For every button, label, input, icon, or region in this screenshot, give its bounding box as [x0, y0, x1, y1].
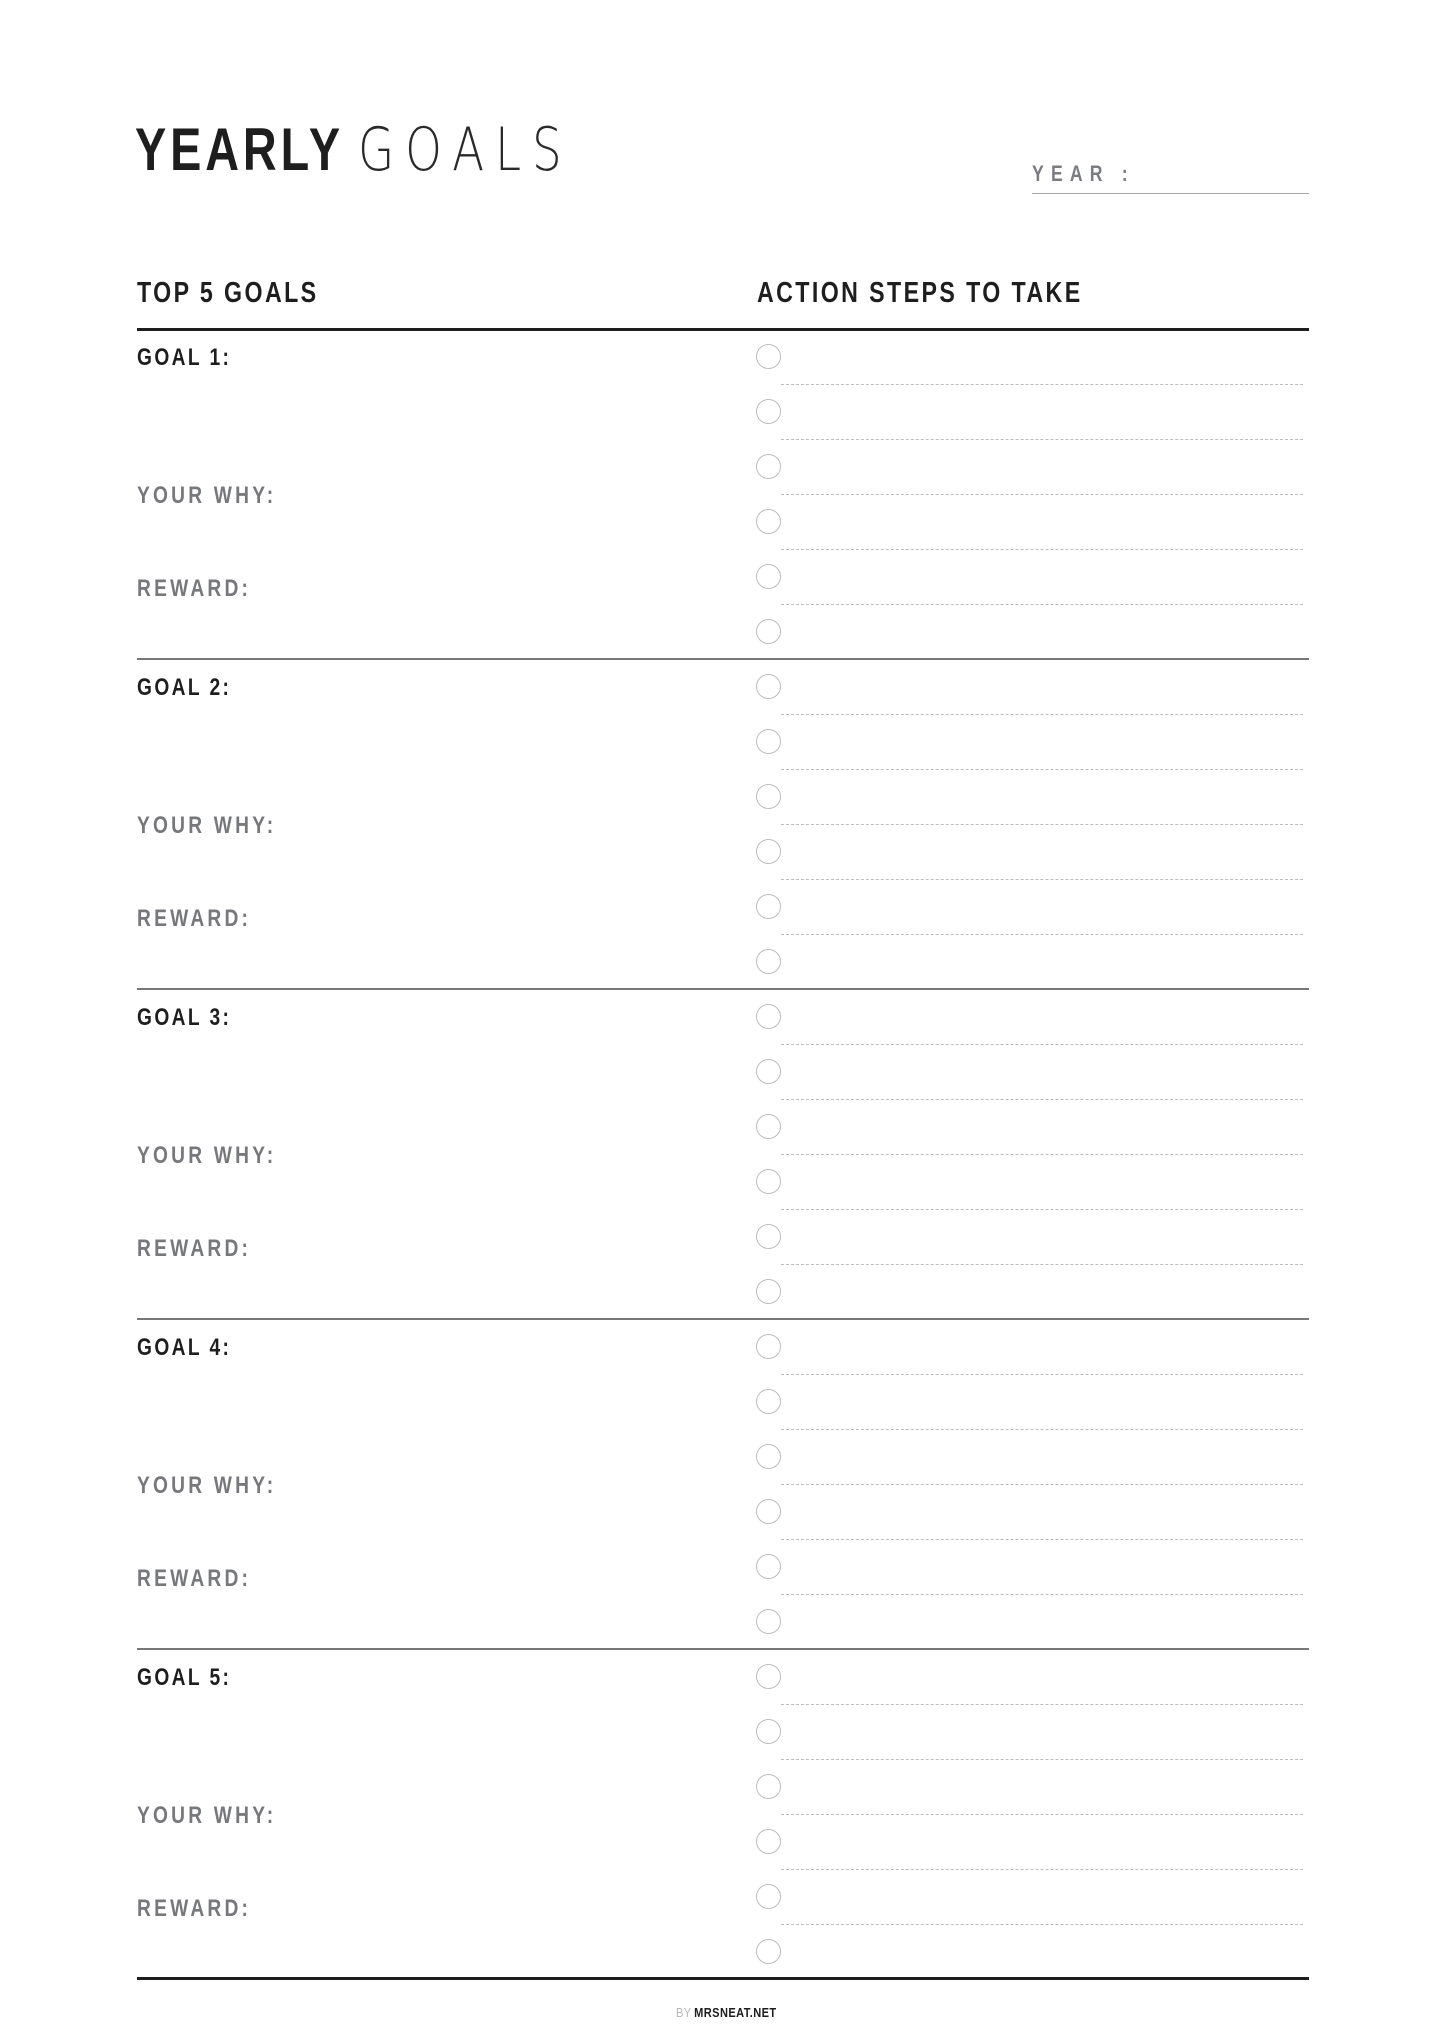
header-rule [137, 328, 1309, 331]
reward-label: REWARD: [137, 1895, 252, 1922]
action-step-line[interactable] [781, 1209, 1303, 1210]
action-step-checkbox[interactable] [756, 949, 781, 974]
goal-separator [137, 1318, 1309, 1320]
goal-label: GOAL 1: [137, 344, 232, 371]
action-step-checkbox[interactable] [756, 839, 781, 864]
action-step-line[interactable] [781, 879, 1303, 880]
action-step-line[interactable] [781, 494, 1303, 495]
action-step-line[interactable] [781, 769, 1303, 770]
year-input-line[interactable] [1032, 193, 1309, 194]
action-steps-heading: ACTION STEPS TO TAKE [757, 277, 1083, 309]
bottom-rule [137, 1977, 1309, 1980]
action-step-checkbox[interactable] [756, 619, 781, 644]
action-step-line[interactable] [781, 1374, 1303, 1375]
your-why-label: YOUR WHY: [137, 1802, 277, 1829]
action-step-checkbox[interactable] [756, 1609, 781, 1634]
action-step-checkbox[interactable] [756, 1939, 781, 1964]
goal-separator [137, 1648, 1309, 1650]
reward-label: REWARD: [137, 905, 252, 932]
goal-separator [137, 658, 1309, 660]
goal-label: GOAL 3: [137, 1004, 232, 1031]
action-step-checkbox[interactable] [756, 399, 781, 424]
action-step-line[interactable] [781, 1594, 1303, 1595]
goal-label: GOAL 2: [137, 674, 232, 701]
action-step-line[interactable] [781, 1264, 1303, 1265]
action-step-line[interactable] [781, 1099, 1303, 1100]
footer-brand: MRSNEAT.NET [694, 2005, 777, 2020]
your-why-label: YOUR WHY: [137, 812, 277, 839]
action-step-checkbox[interactable] [756, 729, 781, 754]
action-step-checkbox[interactable] [756, 1059, 781, 1084]
action-step-checkbox[interactable] [756, 1884, 781, 1909]
action-step-line[interactable] [781, 824, 1303, 825]
goal-separator [137, 988, 1309, 990]
year-label: YEAR : [1032, 161, 1135, 186]
action-step-checkbox[interactable] [756, 1499, 781, 1524]
action-step-checkbox[interactable] [756, 1664, 781, 1689]
action-step-line[interactable] [781, 1154, 1303, 1155]
action-step-line[interactable] [781, 934, 1303, 935]
action-step-line[interactable] [781, 1814, 1303, 1815]
footer-by: BY [676, 2005, 692, 2020]
action-step-checkbox[interactable] [756, 784, 781, 809]
action-step-checkbox[interactable] [756, 1444, 781, 1469]
action-step-checkbox[interactable] [756, 1004, 781, 1029]
action-step-checkbox[interactable] [756, 674, 781, 699]
action-step-checkbox[interactable] [756, 1224, 781, 1249]
action-step-checkbox[interactable] [756, 1719, 781, 1744]
action-step-line[interactable] [781, 1869, 1303, 1870]
action-step-line[interactable] [781, 714, 1303, 715]
action-step-checkbox[interactable] [756, 454, 781, 479]
your-why-label: YOUR WHY: [137, 482, 277, 509]
reward-label: REWARD: [137, 575, 252, 602]
goal-label: GOAL 5: [137, 1664, 232, 1691]
your-why-label: YOUR WHY: [137, 1142, 277, 1169]
page-title-bold: YEARLY [135, 116, 344, 183]
reward-label: REWARD: [137, 1565, 252, 1592]
action-step-checkbox[interactable] [756, 894, 781, 919]
action-step-checkbox[interactable] [756, 509, 781, 534]
goal-label: GOAL 4: [137, 1334, 232, 1361]
action-step-line[interactable] [781, 1704, 1303, 1705]
action-step-checkbox[interactable] [756, 1169, 781, 1194]
your-why-label: YOUR WHY: [137, 1472, 277, 1499]
action-step-line[interactable] [781, 384, 1303, 385]
action-step-checkbox[interactable] [756, 1829, 781, 1854]
action-step-line[interactable] [781, 1484, 1303, 1485]
footer-credit [676, 2006, 777, 2019]
action-step-checkbox[interactable] [756, 564, 781, 589]
action-step-line[interactable] [781, 439, 1303, 440]
action-step-checkbox[interactable] [756, 1774, 781, 1799]
action-step-line[interactable] [781, 1044, 1303, 1045]
action-step-line[interactable] [781, 604, 1303, 605]
action-step-line[interactable] [781, 1539, 1303, 1540]
action-step-checkbox[interactable] [756, 344, 781, 369]
action-step-line[interactable] [781, 1429, 1303, 1430]
page-title-light: GOALS [357, 115, 573, 185]
page-title [135, 115, 573, 185]
action-step-checkbox[interactable] [756, 1114, 781, 1139]
reward-label: REWARD: [137, 1235, 252, 1262]
action-step-checkbox[interactable] [756, 1279, 781, 1304]
top-goals-heading: TOP 5 GOALS [137, 277, 319, 309]
action-step-line[interactable] [781, 549, 1303, 550]
action-step-line[interactable] [781, 1924, 1303, 1925]
action-step-line[interactable] [781, 1759, 1303, 1760]
action-step-checkbox[interactable] [756, 1334, 781, 1359]
action-step-checkbox[interactable] [756, 1554, 781, 1579]
action-step-checkbox[interactable] [756, 1389, 781, 1414]
